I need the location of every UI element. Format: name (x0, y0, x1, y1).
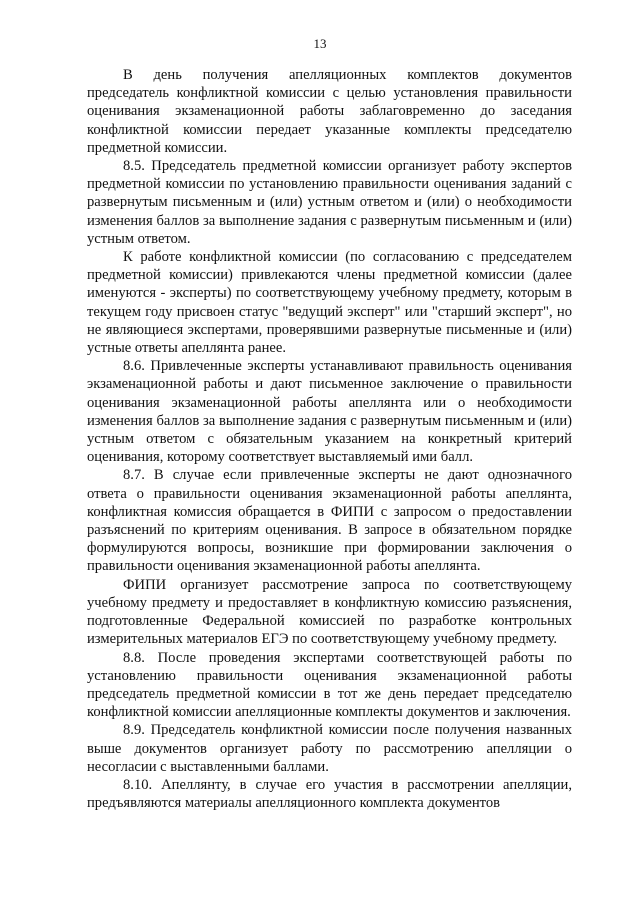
paragraph-8-7: 8.7. В случае если привлеченные эксперты не дают однозначного ответа о правильности оценивания экзаменационной работы апеллянта, конфликтная комиссия обращается в ФИПИ с запросом о предоставлении разъяснений по критериям оценивания. В запросе в обязательном порядке формулируются вопросы, возникшие при формировании заключения о правильности оценивания экзаменационной работы апеллянта. (87, 467, 572, 575)
paragraph-8-8: 8.8. После проведения экспертами соответствующей работы по установлению правильности оценивания экзаменационной работы председатель предметной комиссии в тот же день передает председателю конфликтной комиссии апелляционные комплекты документов и заключения. (87, 649, 572, 721)
paragraph-intro: В день получения апелляционных комплектов документов председатель конфликтной комиссии с целью установления правильности оценивания экзаменационной работы заблаговременно до заседания конфликтной комиссии передает указанные комплекты председателю предметной комиссии. (87, 67, 572, 156)
paragraph-8-5: 8.5. Председатель предметной комиссии организует работу экспертов предметной комиссии по установлению правильности оценивания заданий с развернутым письменным и (или) устным ответом и (или) о необходимости изменения баллов за выполнение задания с развернутым письменным и (или) устным ответом. (87, 158, 572, 247)
paragraph-8-9: 8.9. Председатель конфликтной комиссии после получения названных выше документов организует работу по рассмотрению апелляции о несогласии с выставленными баллами. (87, 722, 572, 775)
paragraph-experts: К работе конфликтной комиссии (по согласованию с председателем предметной комиссии) привлекаются члены предметной комиссии (далее именуются - эксперты) по соответствующему учебному предмету, которым в текущем году присвоен статус "ведущий эксперт" или "старший эксперт", но не являющиеся экспертами, проверявшими развернутые письменные и (или) устные ответы апеллянта ранее. (87, 249, 572, 357)
page-number: 13 (313, 36, 327, 51)
paragraph-fipi: ФИПИ организует рассмотрение запроса по соответствующему учебному предмету и предоставляет в конфликтную комиссию разъяснения, подготовленные Федеральной комиссией по разработке контрольных измерительных материалов ЕГЭ по соответствующему учебному предмету. (87, 576, 572, 648)
paragraph-8-10: 8.10. Апеллянту, в случае его участия в рассмотрении апелляции, предъявляются материалы апелляционного комплекта документов (87, 776, 572, 812)
paragraph-8-6: 8.6. Привлеченные эксперты устанавливают правильность оценивания экзаменационной работы и дают письменное заключение о правильности оценивания экзаменационной работы апеллянта или о необходимости изменения баллов за выполнение задания с развернутым письменным и (или) устным ответом с обязательным указанием на конкретный критерий оценивания, которому соответствует выставляемый ими балл. (87, 358, 572, 466)
document-body (87, 66, 572, 812)
